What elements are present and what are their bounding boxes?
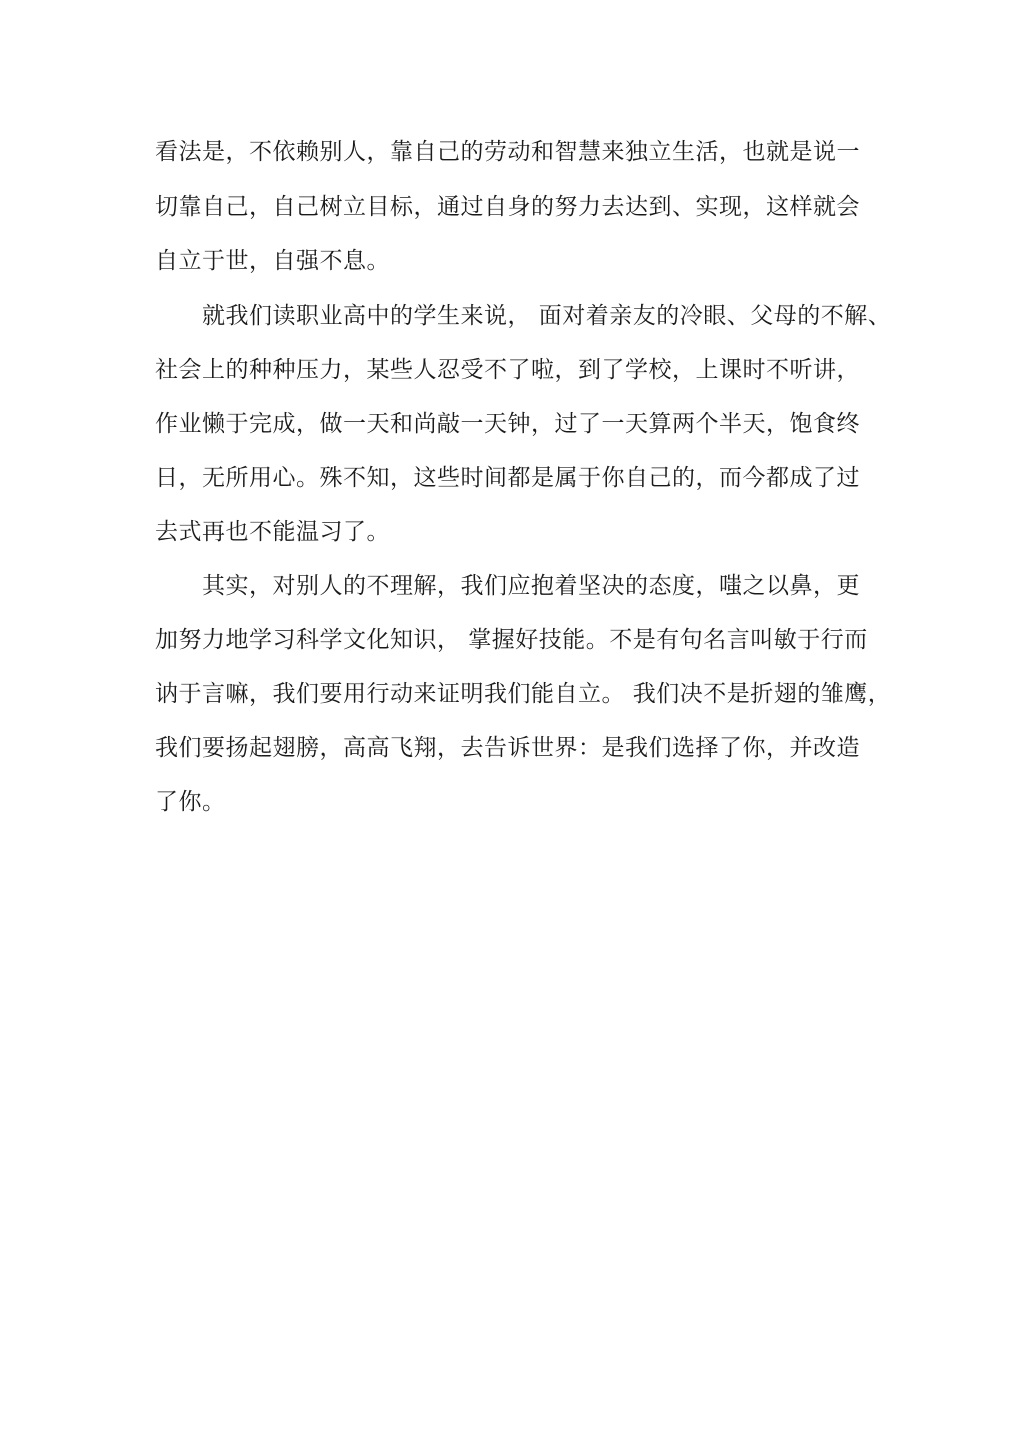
text-line: 我们要扬起翅膀，高高飞翔，去告诉世界：是我们选择了你，并改造 <box>155 735 860 761</box>
text-line: 自立于世，自强不息。 <box>155 248 390 274</box>
text-line: 讷于言嘛，我们要用行动来证明我们能自立。 我们决不是折翅的雏鹰， <box>155 681 892 707</box>
text-line: 日，无所用心。殊不知，这些时间都是属于你自己的，而今都成了过 <box>155 465 860 491</box>
paragraph-start-line: 就我们读职业高中的学生来说， 面对着亲友的冷眼、父母的不解、 <box>202 303 892 329</box>
paragraph-start-line: 其实，对别人的不理解，我们应抱着坚决的态度，嗤之以鼻，更 <box>202 573 860 599</box>
text-line: 去式再也不能温习了。 <box>155 519 390 545</box>
text-line: 看法是，不依赖别人，靠自己的劳动和智慧来独立生活，也就是说一 <box>155 139 860 165</box>
text-line: 了你。 <box>155 789 226 815</box>
text-line: 作业懒于完成，做一天和尚敲一天钟，过了一天算两个半天，饱食终 <box>155 411 860 437</box>
text-line: 社会上的种种压力，某些人忍受不了啦，到了学校，上课时不听讲， <box>155 357 860 383</box>
text-line: 切靠自己，自己树立目标，通过自身的努力去达到、实现，这样就会 <box>155 194 860 220</box>
text-line: 加努力地学习科学文化知识， 掌握好技能。不是有句名言叫敏于行而 <box>155 627 868 653</box>
